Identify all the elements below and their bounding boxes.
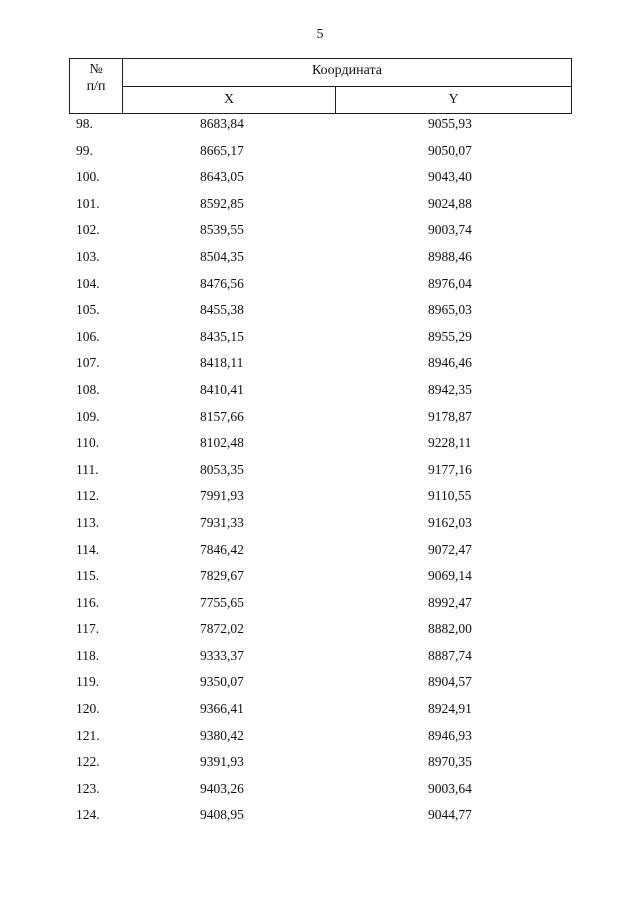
table-row [0,726,640,753]
row-number: 111. [76,461,99,477]
x-coordinate: 9333,37 [200,647,244,663]
y-coordinate: 9228,11 [428,435,472,451]
row-number: 102. [76,222,100,238]
y-coordinate: 8942,35 [428,381,472,397]
table-row [0,300,640,327]
table-row [0,407,640,434]
x-coordinate: 9350,07 [200,674,244,690]
x-coordinate: 7755,65 [200,594,244,610]
x-coordinate: 8643,05 [200,169,244,185]
x-coordinate: 8476,56 [200,275,244,291]
table-row [0,752,640,779]
row-number: 108. [76,381,100,397]
row-number: 105. [76,302,100,318]
x-coordinate: 8539,55 [200,222,244,238]
row-number: 114. [76,541,100,557]
number-pp-label: п/п [86,79,106,94]
row-number: 110. [76,435,100,451]
number-column-header [70,59,123,113]
row-number: 106. [76,328,100,344]
y-coordinate: 8882,00 [428,621,472,637]
x-coordinate: 7846,42 [200,541,244,557]
row-number: 103. [76,248,100,264]
x-coordinate: 7991,93 [200,488,244,504]
y-coordinate: 9072,47 [428,541,472,557]
y-coordinate: 8887,74 [428,647,472,663]
y-coordinate: 8992,47 [428,594,472,610]
row-number: 122. [76,754,100,770]
x-coordinate: 7829,67 [200,568,244,584]
row-number: 123. [76,780,100,796]
y-coordinate: 8988,46 [428,248,472,264]
x-coordinate: 9366,41 [200,701,244,717]
y-coordinate: 8924,91 [428,701,472,717]
row-number: 117. [76,621,100,637]
row-number: 116. [76,594,100,610]
row-number: 120. [76,701,100,717]
table-row [0,141,640,168]
row-number: 101. [76,195,100,211]
table-row [0,460,640,487]
y-coordinate: 9003,64 [428,780,472,796]
row-number: 104. [76,275,100,291]
y-coordinate: 9110,55 [428,488,472,504]
y-coordinate: 9024,88 [428,195,472,211]
x-coordinate: 8592,85 [200,195,244,211]
coordinate-header: Координата [123,59,571,87]
row-number: 113. [76,514,100,530]
table-row [0,540,640,567]
y-coordinate: 8904,57 [428,674,472,690]
x-coordinate: 8683,84 [200,116,244,131]
y-coordinate: 9003,74 [428,222,472,238]
y-column-header: Y [448,92,459,107]
table-row [0,593,640,620]
table-row [0,353,640,380]
row-number: 99. [76,142,93,158]
y-coordinate: 8970,35 [428,754,472,770]
y-coordinate: 8946,46 [428,355,472,371]
table-body [0,114,640,832]
table-row [0,699,640,726]
row-number: 98. [76,116,93,131]
y-coordinate: 9069,14 [428,568,472,584]
x-coordinate: 7872,02 [200,621,244,637]
y-coordinate: 9177,16 [428,461,472,477]
table-row [0,167,640,194]
y-coordinate: 8976,04 [428,275,472,291]
y-coordinate: 9043,40 [428,169,472,185]
x-coordinate: 9380,42 [200,727,244,743]
row-number: 124. [76,807,100,823]
y-coordinate: 9178,87 [428,408,472,424]
table-row [0,566,640,593]
table-row [0,247,640,274]
table-row [0,779,640,806]
x-coordinate: 8053,35 [200,461,244,477]
y-coordinate: 9050,07 [428,142,472,158]
y-coordinate: 8946,93 [428,727,472,743]
table-row [0,274,640,301]
y-coordinate: 8965,03 [428,302,472,318]
row-number: 112. [76,488,100,504]
row-number: 118. [76,647,100,663]
row-number: 109. [76,408,100,424]
x-coordinate: 9391,93 [200,754,244,770]
table-row [0,672,640,699]
table-row [0,805,640,832]
table-row [0,513,640,540]
x-coordinate: 9403,26 [200,780,244,796]
table-row [0,380,640,407]
table-row [0,646,640,673]
table-row [0,220,640,247]
x-coordinate: 8418,11 [200,355,244,371]
y-coordinate: 9162,03 [428,514,472,530]
page-number: 5 [316,27,324,42]
row-number: 119. [76,674,100,690]
row-number: 121. [76,727,100,743]
table-row [0,194,640,221]
x-coordinate: 8410,41 [200,381,244,397]
x-coordinate: 7931,33 [200,514,244,530]
x-coordinate: 8665,17 [200,142,244,158]
number-sign-label: № [89,62,103,77]
x-coordinate: 8455,38 [200,302,244,318]
x-coordinate: 8435,15 [200,328,244,344]
x-coordinate: 8157,66 [200,408,244,424]
table-row [0,433,640,460]
row-number: 115. [76,568,100,584]
table-header [69,58,572,114]
row-number: 107. [76,355,100,371]
x-column-header: X [123,87,336,113]
table-row [0,486,640,513]
table-row [0,327,640,354]
x-coordinate: 9408,95 [200,807,244,823]
table-row [0,114,640,141]
y-coordinate: 9044,77 [428,807,472,823]
x-coordinate: 8504,35 [200,248,244,264]
x-coordinate: 8102,48 [200,435,244,451]
row-number: 100. [76,169,100,185]
y-coordinate: 9055,93 [428,116,472,131]
table-row [0,619,640,646]
y-coordinate: 8955,29 [428,328,472,344]
